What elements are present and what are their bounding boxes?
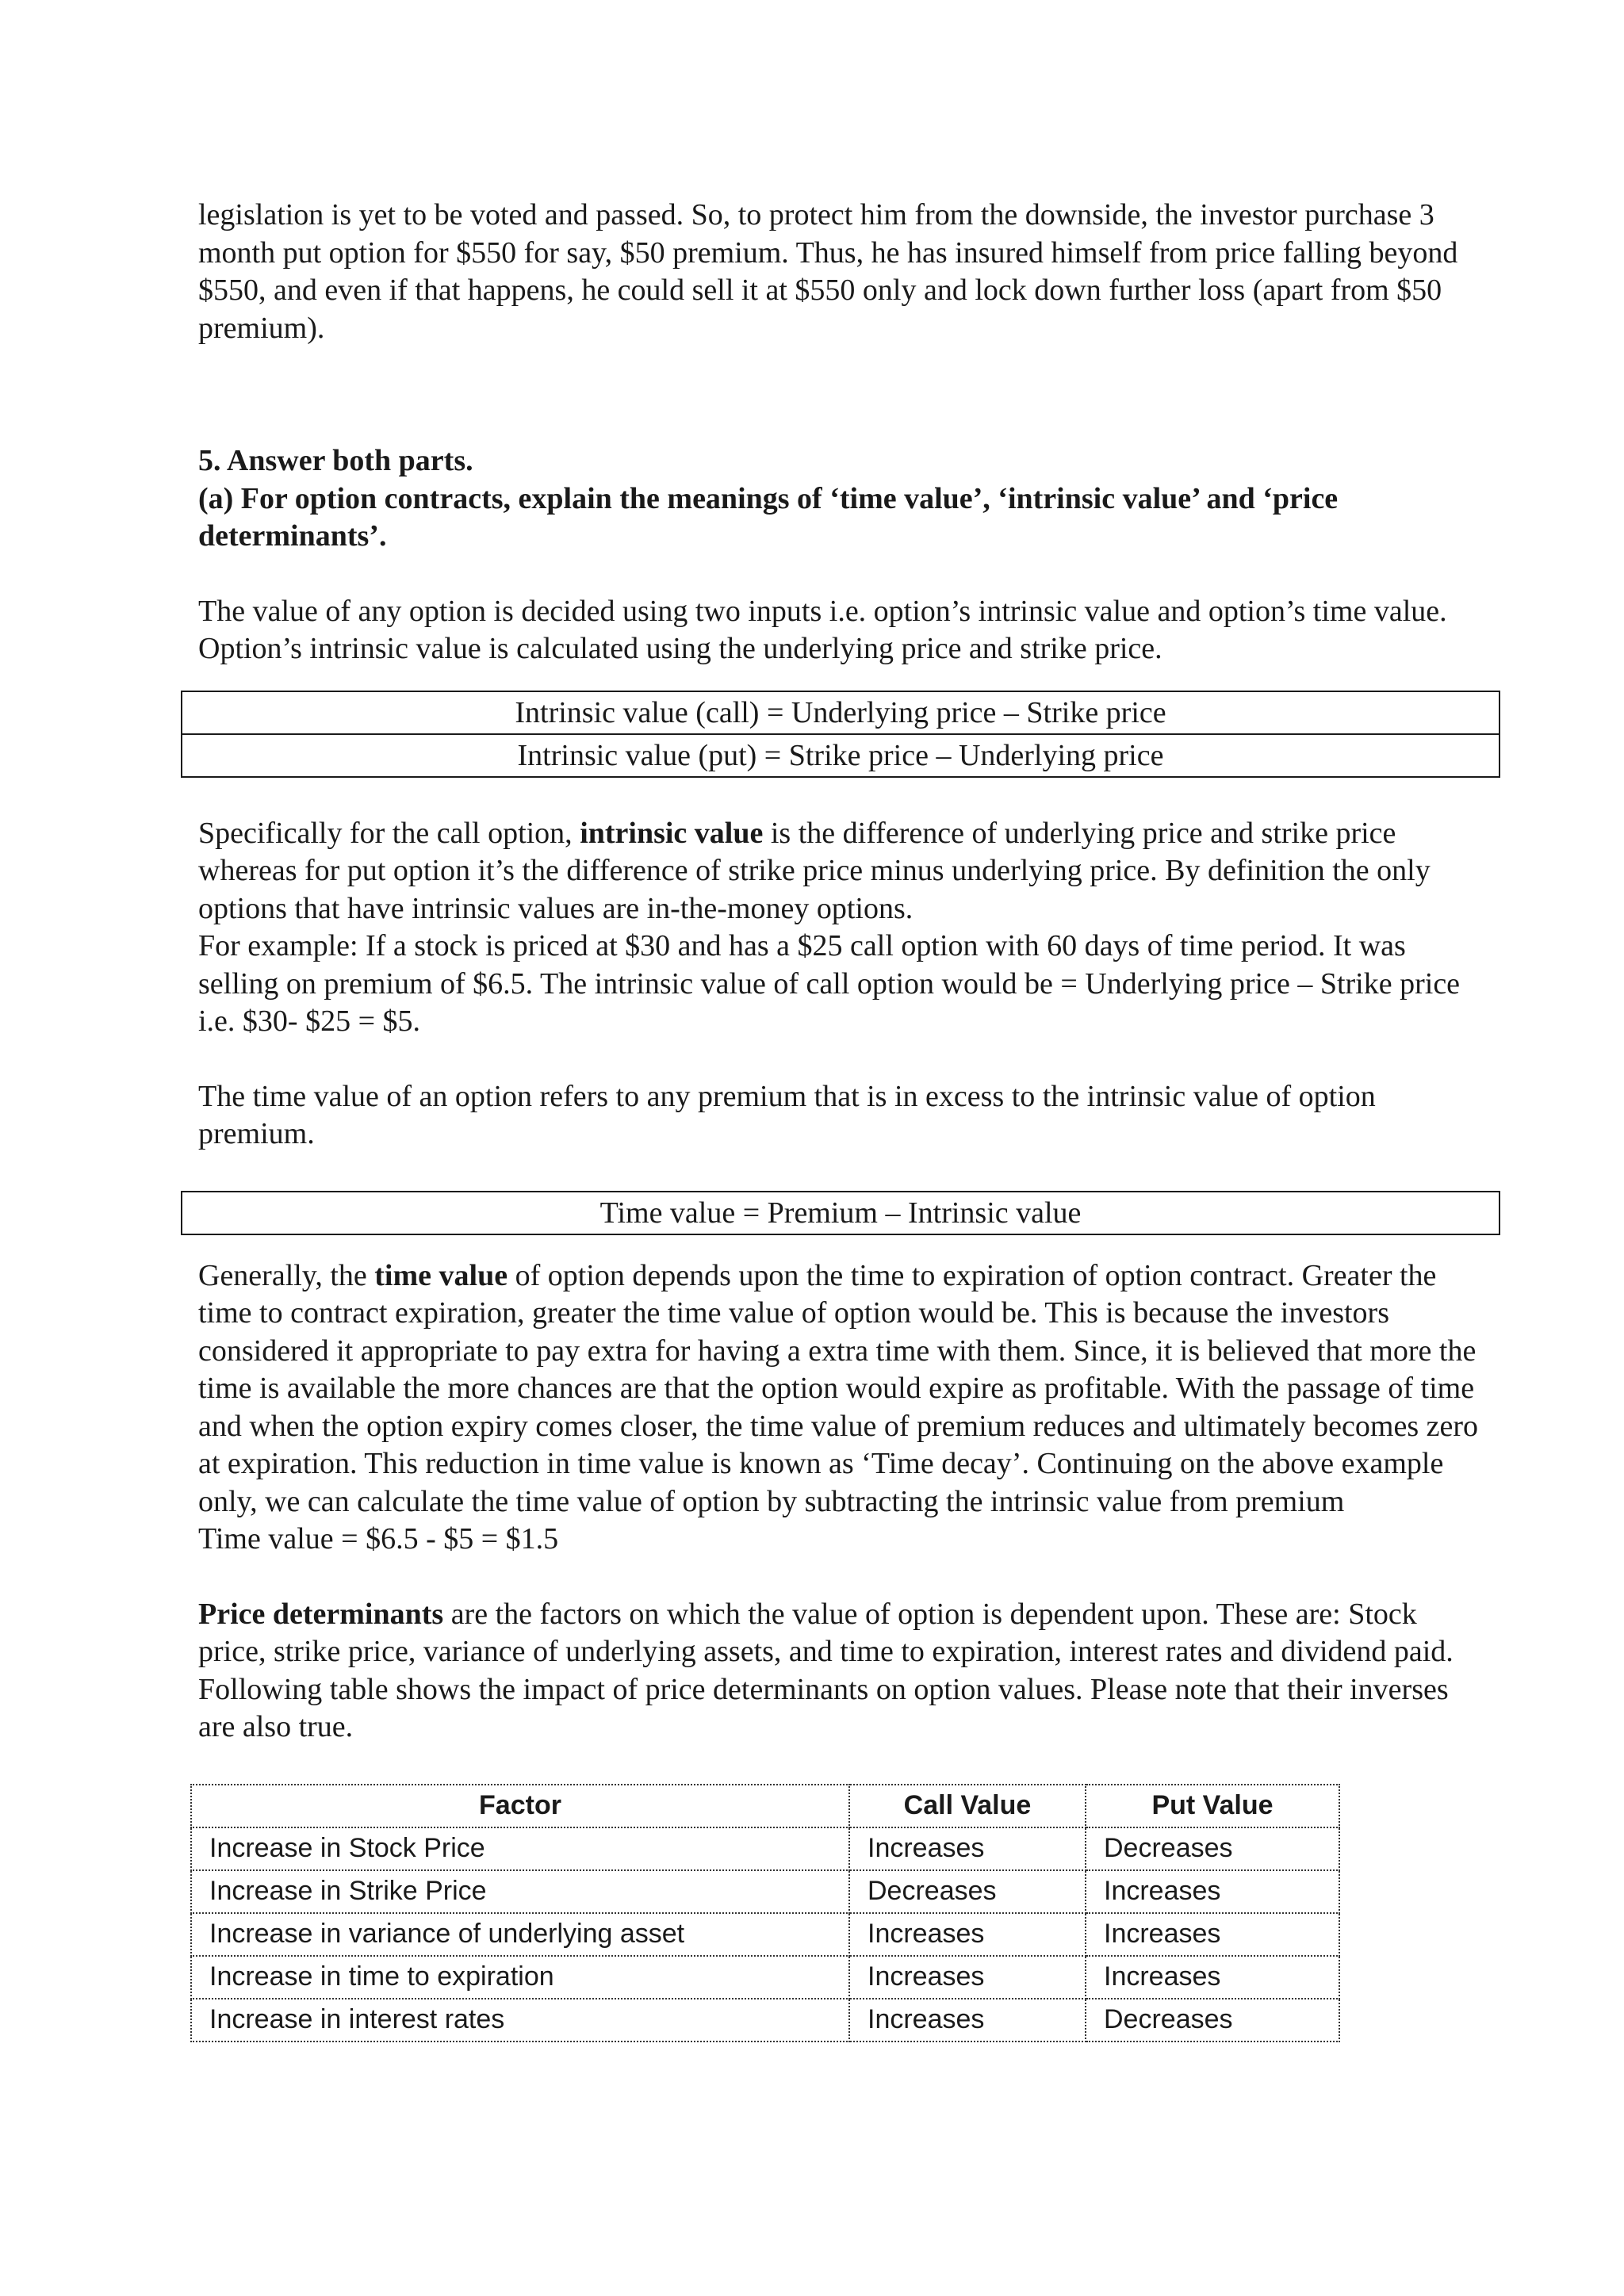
spacer: [198, 1154, 1483, 1191]
intro-paragraph: legislation is yet to be voted and passed. So, to protect him from the downside, the investor purchase 3 month put option for $550 for say, $50 premium. Thus, he has insured himself from price falling beyond $550, and even if that happens, he could sell it at $550 only and lock down further loss (apart from $50 premium).: [198, 198, 1458, 345]
header-call-value: Call Value: [849, 1785, 1086, 1827]
factor-cell: Increase in interest rates: [191, 1999, 849, 2042]
price-determinants-table: [190, 1784, 1340, 2042]
factor-cell: Increase in Stock Price: [191, 1827, 849, 1870]
bold-term: time value: [374, 1258, 508, 1292]
table-header-row: [191, 1785, 1339, 1827]
text-run: Generally, the: [198, 1258, 375, 1292]
table-row: [191, 1870, 1339, 1913]
time-value-calculation: Time value = $6.5 - $5 = $1.5: [198, 1522, 559, 1556]
table-row: [191, 1956, 1339, 1999]
spacer: [198, 1235, 1483, 1257]
time-value-explanation-paragraph: [198, 1257, 1483, 1521]
question-heading: 5. Answer both parts.: [198, 444, 473, 477]
call-value-cell: Increases: [849, 1827, 1086, 1870]
put-value-cell: Increases: [1086, 1870, 1339, 1913]
put-value-cell: Decreases: [1086, 1827, 1339, 1870]
table-row: [191, 1999, 1339, 2042]
factor-cell: Increase in variance of underlying asset: [191, 1913, 849, 1956]
document-page: [198, 197, 1483, 2042]
value-inputs-paragraph: The value of any option is decided using two inputs i.e. option’s intrinsic value and option’s time value. Option’s intrinsic value is calculated using the underlying price and strike price.: [198, 594, 1447, 665]
put-value-cell: Increases: [1086, 1956, 1339, 1999]
example-paragraph: For example: If a stock is priced at $30 and has a $25 call option with 60 days of time period. It was selling on premium of $6.5. The intrinsic value of call option would be = Underlying price – Strike price i.e. $30- $25 = $5.: [198, 929, 1461, 1038]
price-determinants-paragraph: [198, 1596, 1483, 1747]
spacer: [198, 556, 1483, 593]
factor-cell: Increase in time to expiration: [191, 1956, 849, 1999]
intrinsic-call-formula: Intrinsic value (call) = Underlying price – Strike price: [515, 695, 1166, 729]
table-row: [191, 1913, 1339, 1956]
bold-term: intrinsic value: [580, 816, 764, 850]
put-value-cell: Decreases: [1086, 1999, 1339, 2042]
text-run: of option depends upon the time to expiration of option contract. Greater the time to contract expiration, greater the time value of option would be. This is because the investors considered it appropriate to pay extra for having a extra time with them. Since, it is believed that more the time is available the more chances are that the option would expire as profitable. With the passage of time and when the option expiry comes closer, the time value of premium reduces and ultimately becomes zero at expiration. This reduction in time value is known as ‘Time decay’. Continuing on the above example only, we can calculate the time value of option by subtracting the intrinsic value from premium: [198, 1258, 1478, 1518]
text-run: is the difference of underlying price and strike price whereas for put option it’s the difference of strike price minus underlying price. By definition the only options that have intrinsic values are in-the-money options.: [198, 816, 1431, 925]
spacer: [198, 1041, 1483, 1078]
time-value-formula-box: [181, 1191, 1500, 1235]
spacer: [198, 1747, 1483, 1784]
text-run: are the factors on which the value of option is dependent upon. These are: Stock price, strike price, variance of underlying assets, and time to expiration, interest rates and dividend paid. Following table shows the impact of price determinants on option values. Please note that their inverses are also true.: [198, 1597, 1454, 1743]
table-row: [191, 1827, 1339, 1870]
header-put-value: Put Value: [1086, 1785, 1339, 1827]
intrinsic-explanation-paragraph: [198, 815, 1483, 928]
put-value-cell: Increases: [1086, 1913, 1339, 1956]
intrinsic-formula-box: [181, 691, 1500, 778]
text-run: Specifically for the call option,: [198, 816, 580, 850]
factor-cell: Increase in Strike Price: [191, 1870, 849, 1913]
header-factor: Factor: [191, 1785, 849, 1827]
spacer: [198, 668, 1483, 691]
spacer: [198, 1559, 1483, 1596]
intrinsic-put-formula: Intrinsic value (put) = Strike price – Underlying price: [182, 733, 1499, 776]
call-value-cell: Increases: [849, 1956, 1086, 1999]
call-value-cell: Increases: [849, 1913, 1086, 1956]
time-value-formula: Time value = Premium – Intrinsic value: [599, 1196, 1082, 1230]
spacer: [198, 347, 1483, 442]
spacer: [198, 778, 1483, 815]
call-value-cell: Increases: [849, 1999, 1086, 2042]
question-subheading: (a) For option contracts, explain the meanings of ‘time value’, ‘intrinsic value’ and ‘price determinants’.: [198, 481, 1339, 553]
call-value-cell: Decreases: [849, 1870, 1086, 1913]
bold-term: Price determinants: [198, 1597, 444, 1631]
time-value-definition: The time value of an option refers to any premium that is in excess to the intrinsic value of option premium.: [198, 1079, 1376, 1150]
